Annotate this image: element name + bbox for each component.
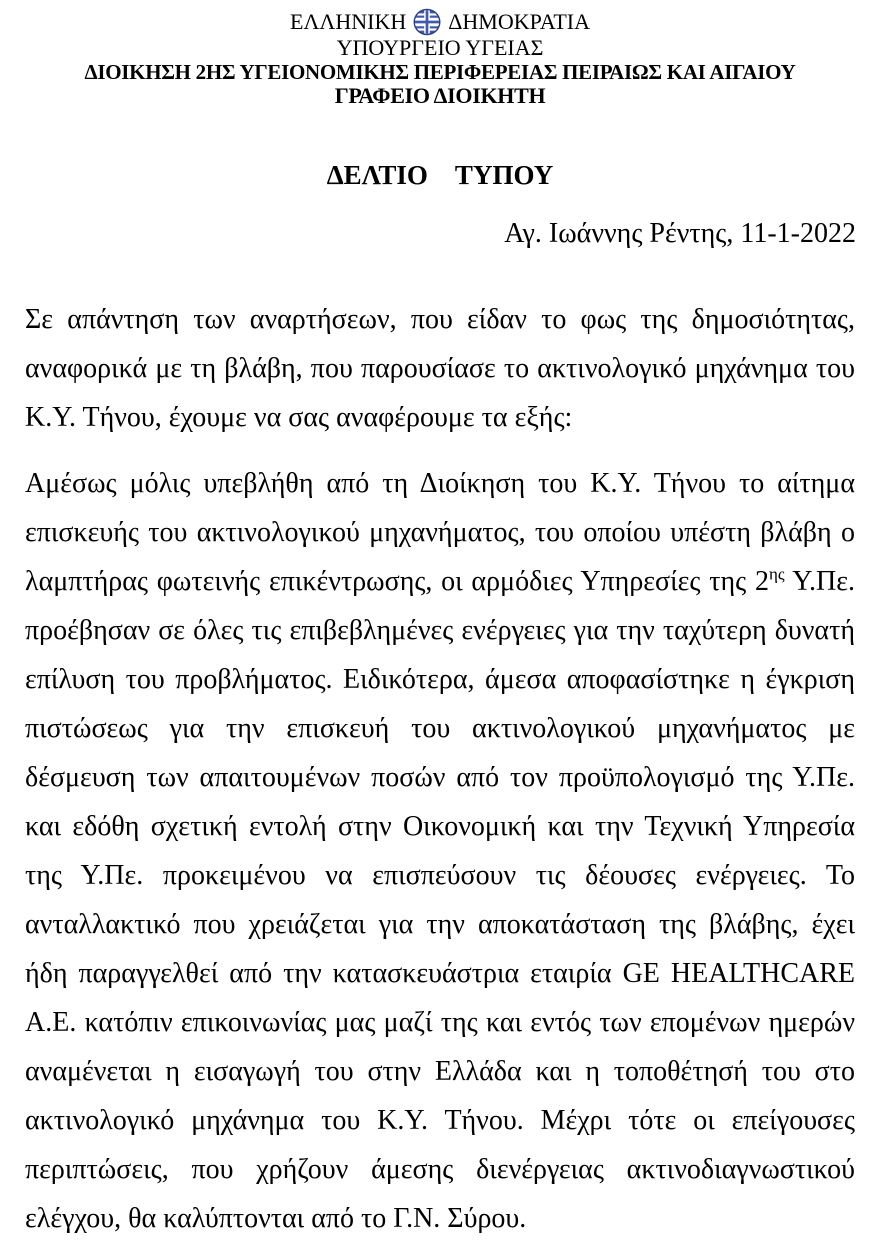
greek-republic-emblem-icon — [413, 8, 441, 36]
ordinal-superscript: ης — [768, 564, 785, 584]
paragraph-main-part1: Αμέσως μόλις υπεβλήθη από τη Διοίκηση του Κ.Υ. Τήνου το αίτημα επισκευής του ακτινολογικού μηχανήματος, του οποίου υπέστη βλάβη ο λαμπτήρας φωτεινής επικέντρωσης, οι αρμόδιες Υπηρεσίες της 2 — [25, 468, 855, 597]
letterhead-office: ΓΡΑΦΕΙΟ ΔΙΟΙΚΗΤΗ — [334, 83, 546, 108]
letterhead-line-republic — [0, 8, 880, 36]
letterhead-republic-right: ΔΗΜΟΚΡΑΤΙΑ — [448, 9, 590, 34]
document-title: ΔΕΛΤΙΟ ΤΥΠΟΥ — [326, 160, 554, 190]
letterhead — [0, 0, 880, 108]
paragraph-main — [25, 459, 855, 1243]
letterhead-administration: ΔΙΟΙΚΗΣΗ 2ΗΣ ΥΓΕΙΟΝΟΜΙΚΗΣ ΠΕΡΙΦΕΡΕΙΑΣ ΠΕΙΡΑΙΩΣ ΚΑΙ ΑΙΓΑΙΟΥ — [84, 60, 796, 84]
letterhead-ministry: ΥΠΟΥΡΓΕΙΟ ΥΓΕΙΑΣ — [336, 35, 544, 60]
dateline: Αγ. Ιωάννης Ρέντης, 11-1-2022 — [504, 218, 856, 249]
letterhead-republic-left: ΕΛΛΗΝΙΚΗ — [290, 9, 407, 34]
paragraph-main-part2: Υ.Πε. προέβησαν σε όλες τις επιβεβλημένες ενέργειες για την ταχύτερη δυνατή επίλυση του προβλήματος. Ειδικότερα, άμεσα αποφασίστηκε η έγκριση πιστώσεως για την επισκευή του ακτινολογικού μηχανήματος με δέσμευση των απαιτουμένων ποσών από τον προϋπολογισμό της Υ.Πε. και εδόθη σχετική εντολή στην Οικονομική και την Τεχνική Υπηρεσία της Υ.Πε. προκειμένου να επισπεύσουν τις δέουσες ενέργειες. Το ανταλλακτικό που χρειάζεται για την αποκατάσταση της βλάβης, έχει ήδη παραγγελθεί από την κατασκευάστρια εταιρία GE HEALTHCARE Α.Ε. κατόπιν επικοινωνίας μας μαζί της και εντός των επομένων ημερών αναμένεται η εισαγωγή του στην Ελλάδα και η τοποθέτησή του στο ακτινολογικό μηχάνημα του Κ.Υ. Τήνου. Μέχρι τότε οι επείγουσες περιπτώσεις, που χρήζουν άμεσης διενέργειας ακτινοδιαγνωστικού ελέγχου, θα καλύπτονται από το Γ.Ν. Σύρου. — [25, 566, 856, 1234]
document-body — [0, 295, 880, 1243]
paragraph-intro: Σε απάντηση των αναρτήσεων, που είδαν το φως της δημοσιότητας, αναφορικά με τη βλάβη, που παρουσίασε το ακτινολογικό μηχάνημα του Κ.Υ. Τήνου, έχουμε να σας αναφέρουμε τα εξής: — [25, 304, 855, 433]
